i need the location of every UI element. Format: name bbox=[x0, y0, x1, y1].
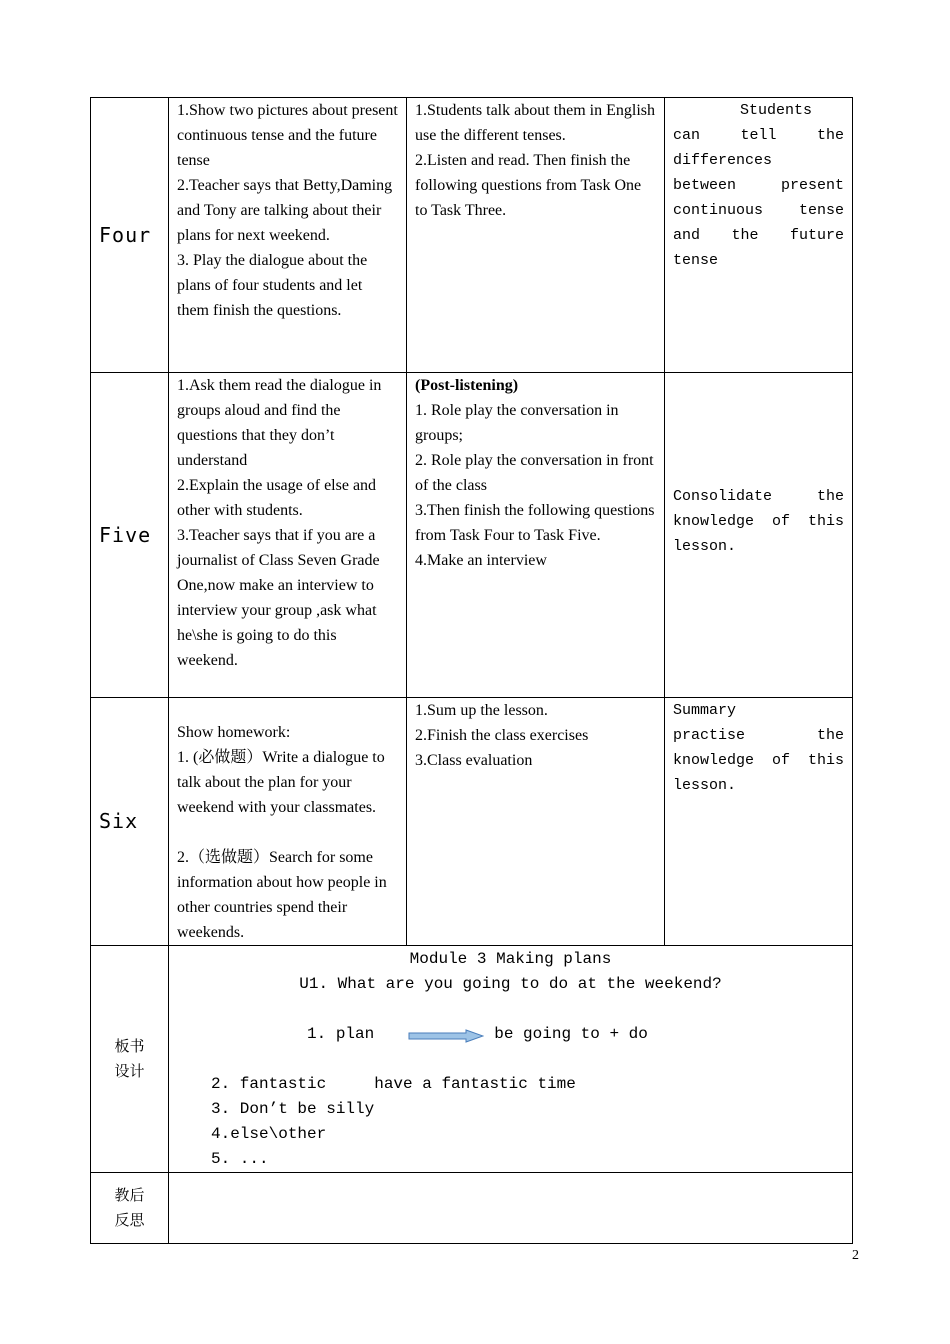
student-activity-cell bbox=[407, 98, 665, 373]
text-line: 2.（选做题）Search for some information about how people in other countries spend their weekends. bbox=[177, 849, 387, 941]
text-line: 3.Then finish the following questions from Task Four to Task Five. bbox=[415, 502, 655, 544]
teacher-activity-cell bbox=[169, 373, 407, 698]
board-item: 3. Don’t be silly bbox=[211, 1100, 375, 1118]
teacher-activity-cell bbox=[169, 98, 407, 373]
step-label: Four bbox=[91, 98, 169, 373]
text-line: 1.Show two pictures about present continuous tense and the future tense bbox=[177, 102, 398, 169]
arrow-right-icon bbox=[408, 1027, 484, 1041]
page-number: 2 bbox=[852, 1248, 859, 1263]
text-line: 2.Listen and read. Then finish the following questions from Task One to Task Three. bbox=[415, 152, 642, 219]
text-line: Students can tell the differences between present continuous tense and the future tense bbox=[673, 102, 844, 269]
text-line: 2.Teacher says that Betty,Daming and Tony are talking about their plans for next weekend. bbox=[177, 177, 393, 244]
board-design-label bbox=[91, 946, 169, 1173]
text-line: Show homework: bbox=[177, 724, 291, 741]
board-item: 4.else\other bbox=[211, 1125, 327, 1143]
text-line: 2.Explain the usage of else and other with students. bbox=[177, 477, 377, 519]
reflection-cell bbox=[169, 1173, 853, 1244]
purpose-cell bbox=[665, 698, 853, 946]
text-line: 3. Play the dialogue about the plans of four students and let them finish the questions. bbox=[177, 252, 368, 319]
table-row bbox=[91, 698, 853, 946]
text-line: Consolidate the knowledge of this lesson. bbox=[673, 487, 844, 555]
step-label: Six bbox=[91, 698, 169, 946]
board-item: 5. ... bbox=[211, 1150, 269, 1168]
text-line: 2.Finish the class exercises bbox=[415, 727, 589, 744]
text-line: 2. Role play the conversation in front of the class bbox=[415, 452, 654, 494]
text-line: 4.Make an interview bbox=[415, 552, 547, 569]
board-item bbox=[177, 997, 844, 1072]
board-subtitle: U1. What are you going to do at the weekend? bbox=[299, 975, 722, 993]
section-heading: (Post-listening) bbox=[415, 377, 519, 394]
purpose-cell bbox=[665, 373, 853, 698]
student-activity-cell bbox=[407, 698, 665, 946]
purpose-cell bbox=[665, 98, 853, 373]
text-line: 1.Ask them read the dialogue in groups aloud and find the questions that they don’t understand bbox=[177, 377, 382, 469]
text-line: 3.Teacher says that if you are a journalist of Class Seven Grade One,now make an interview to interview your group ,ask what he\she is going to do this weekend. bbox=[177, 527, 380, 669]
table-row bbox=[91, 373, 853, 698]
board-item-text: be going to + do bbox=[494, 1025, 648, 1043]
board-design-cell bbox=[169, 946, 853, 1173]
lesson-plan-table bbox=[90, 97, 853, 1244]
step-label: Five bbox=[91, 373, 169, 698]
text-line: 1.Students talk about them in English use the different tenses. bbox=[415, 102, 655, 144]
text-line: 1. Role play the conversation in groups; bbox=[415, 402, 619, 444]
board-label-text: 板书 设计 bbox=[114, 1037, 145, 1080]
board-item: 2. fantastic have a fantastic time bbox=[211, 1075, 576, 1093]
text-line: practise the knowledge of this lesson. bbox=[673, 727, 844, 794]
reflection-label-text: 教后 反思 bbox=[114, 1186, 145, 1229]
board-title: Module 3 Making plans bbox=[409, 950, 612, 968]
text-line: 3.Class evaluation bbox=[415, 752, 533, 769]
text-line: Summary bbox=[673, 702, 737, 719]
table-row bbox=[91, 1173, 853, 1244]
table-row bbox=[91, 98, 853, 373]
board-item-text: 1. plan bbox=[307, 1025, 375, 1043]
reflection-label bbox=[91, 1173, 169, 1244]
text-line: 1.Sum up the lesson. bbox=[415, 702, 548, 719]
text-line: 1. (必做题）Write a dialogue to talk about the plan for your weekend with your classmates. bbox=[177, 749, 385, 816]
teacher-activity-cell bbox=[169, 698, 407, 946]
table-row bbox=[91, 946, 853, 1173]
student-activity-cell bbox=[407, 373, 665, 698]
